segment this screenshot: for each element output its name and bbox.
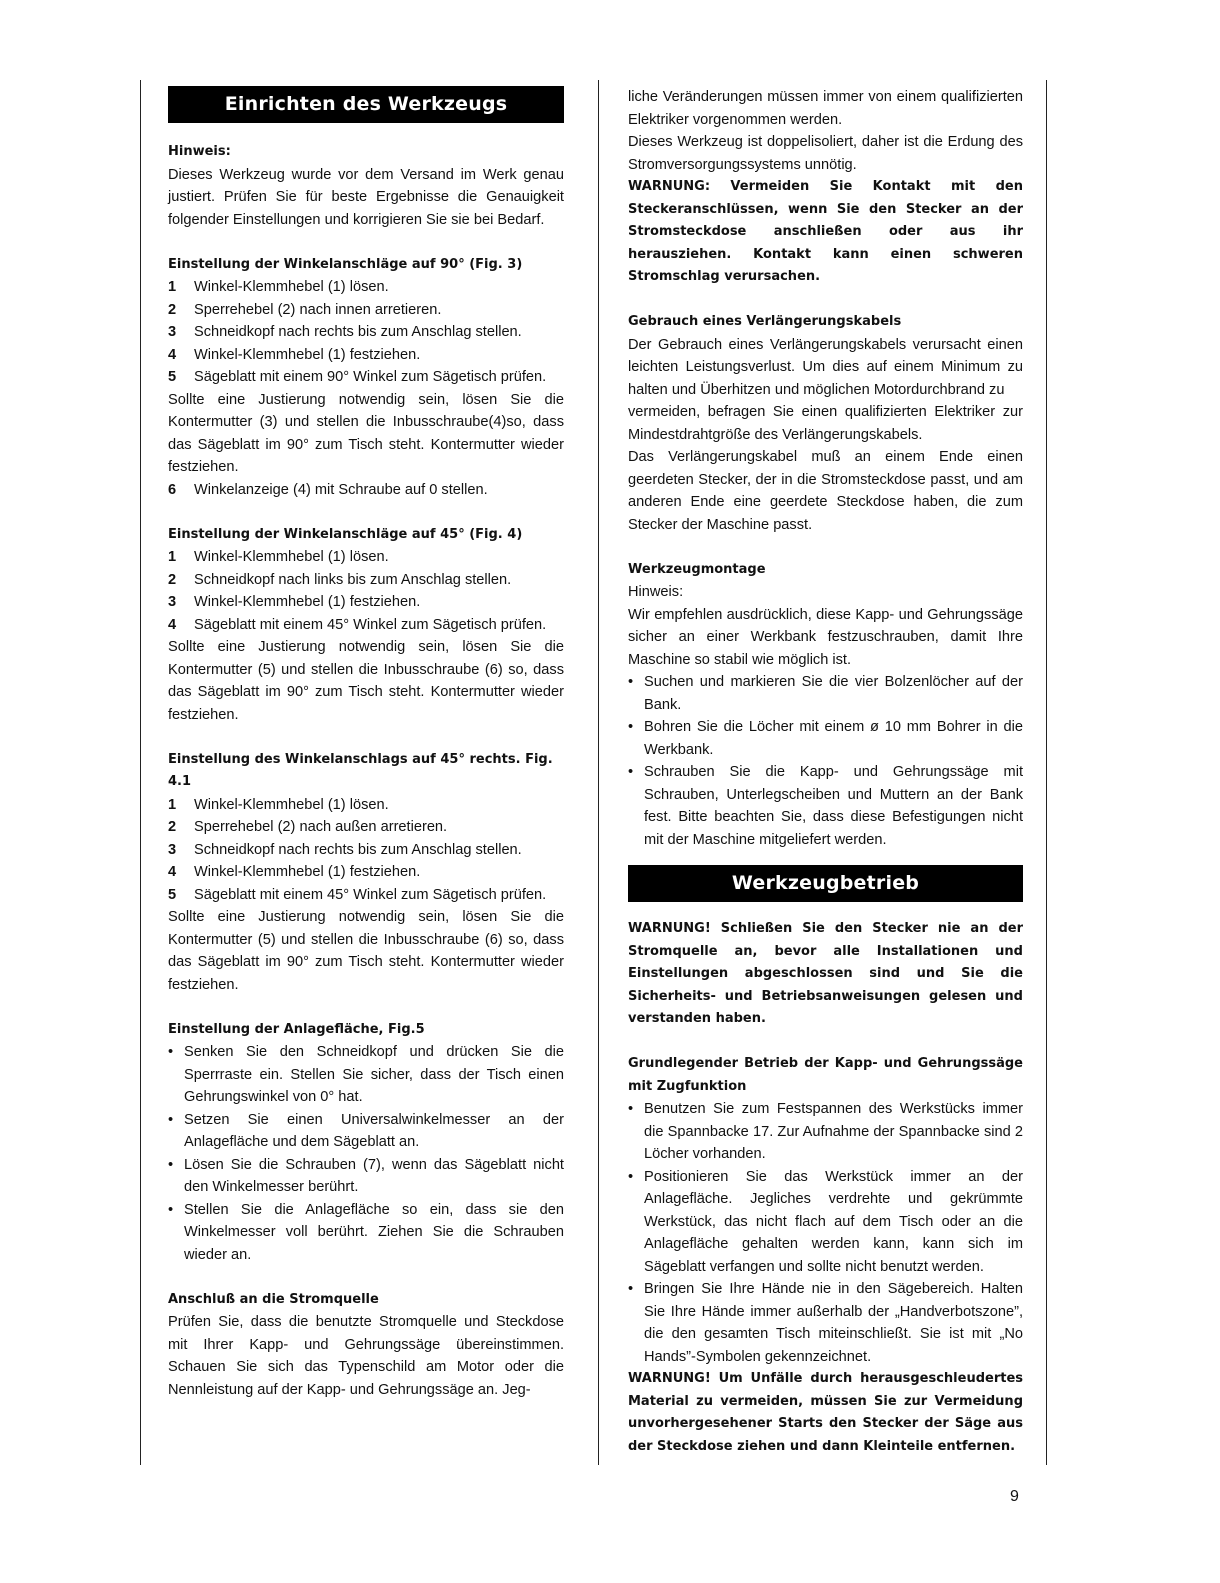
bullets-mounting — [628, 671, 1023, 851]
steps-angle-90 — [168, 276, 564, 389]
list-item: • Bohren Sie die Löcher mit einem ø 10 mm Bohrer in die Werkbank. — [628, 719, 1023, 758]
paragraph-extension-3: Das Verlängerungskabel muß an einem Ende einen geerdeten Stecker, der in die Stromsteckdose passt, und am anderen Ende eine geerdete Steckdose haben, die zum Stecker der Maschine passt. — [628, 449, 1023, 533]
list-item: • Senken Sie den Schneidkopf und drücken Sie die Sperrraste ein. Stellen Sie sicher, dass der Tisch einen Gehrungswinkel von 0° hat. — [168, 1044, 564, 1105]
warning-plug-contact: WARNUNG: Vermeiden Sie Kontakt mit den Steckeranschlüssen, wenn Sie den Stecker an der Stromsteckdose anschließen oder aus ihr herausziehen. Kontakt kann einen schweren Stromschlag verursachen. — [628, 179, 1023, 284]
list-item: 5 Sägeblatt mit einem 90° Winkel zum Sägetisch prüfen. — [168, 369, 547, 385]
list-item: 3 Schneidkopf nach rechts bis zum Anschlag stellen. — [168, 324, 522, 340]
paragraph-extension-2: vermeiden, befragen Sie einen qualifizierten Elektriker zur Mindestdrahtgröße des Verlängerungskabels. — [628, 404, 1023, 443]
list-item: • Stellen Sie die Anlagefläche so ein, dass sie den Winkelmesser voll berührt. Ziehen Sie die Schrauben wieder an. — [168, 1201, 564, 1263]
column-rule-middle — [598, 80, 599, 1465]
paragraph-mounting: Wir empfehlen ausdrücklich, diese Kapp- und Gehrungssäge sicher an einer Werkbank festzuschrauben, damit Ihre Maschine so stabil wie möglich ist. — [628, 606, 1023, 668]
list-item: • Positionieren Sie das Werkstück immer an der Anlagefläche. Jegliches verdrehte und gekrümmte Werkstück, das nicht flach auf dem Tisch oder an die Anlagefläche gehalten werden kann, kann sich im Sägeblatt verfangen und sollte nicht benutzt werden. — [628, 1168, 1023, 1275]
heading-angle-45: Einstellung der Winkelanschläge auf 45° (Fig. 4) — [168, 526, 523, 542]
list-item: 4 Winkel-Klemmhebel (1) festziehen. — [168, 864, 421, 880]
bullets-fence — [168, 1041, 564, 1266]
list-item: 2 Schneidkopf nach links bis zum Anschlag stellen. — [168, 571, 512, 588]
list-item: 5 Sägeblatt mit einem 45° Winkel zum Sägetisch prüfen. — [168, 886, 547, 903]
paragraph-power-connection: Prüfen Sie, dass die benutzte Stromquelle und Steckdose mit Ihrer Kapp- und Gehrungssäge übereinstimmen. Schauen Sie sich das Typenschild am Motor oder die Nennleistung auf der Kapp- und Gehrungssäge an. Jeg- — [168, 1314, 564, 1398]
warning-ejected-material: WARNUNG! Um Unfälle durch herausgeschleudertes Material zu vermeiden, müssen Sie zur Vermeidung unvorhergesehener Starts den Stecker der Säge aus der Steckdose ziehen und dann Kleinteile entfernen. — [628, 1371, 1023, 1454]
steps-angle-90-cont — [168, 479, 564, 502]
left-column — [168, 86, 564, 1401]
heading-extension-cord: Gebrauch eines Verlängerungskabels — [628, 314, 902, 329]
list-item: 2 Sperrehebel (2) nach außen arretieren. — [168, 819, 448, 835]
list-item: 6 Winkelanzeige (4) mit Schraube auf 0 stellen. — [168, 481, 488, 498]
page-number: 9 — [1010, 1488, 1019, 1505]
paragraph-adjust-90: Sollte eine Justierung notwendig sein, lösen Sie die Kontermutter (3) und stellen die Inbusschraube(4)so, dass das Sägeblatt im 90° zum Tisch steht. Kontermutter wieder festziehen. — [168, 391, 564, 475]
list-item: 4 Sägeblatt mit einem 45° Winkel zum Sägetisch prüfen. — [168, 616, 547, 633]
list-item: 1 Winkel-Klemmhebel (1) lösen. — [168, 279, 389, 295]
heading-mounting: Werkzeugmontage — [628, 561, 766, 577]
heading-power-connection: Anschluß an die Stromquelle — [168, 1291, 379, 1307]
list-item: 1 Winkel-Klemmhebel (1) lösen. — [168, 549, 389, 565]
heading-basic-operation: Grundlegender Betrieb der Kapp- und Gehrungssäge mit Zugfunktion — [628, 1056, 1023, 1094]
list-item: • Suchen und markieren Sie die vier Bolzenlöcher auf der Bank. — [628, 674, 1023, 713]
right-column — [628, 86, 1023, 1458]
bullets-basic-operation — [628, 1098, 1023, 1368]
list-item: 3 Winkel-Klemmhebel (1) festziehen. — [168, 594, 421, 610]
list-item: • Benutzen Sie zum Festspannen des Werkstücks immer die Spannbacke 17. Zur Aufnahme der Spannbacke sind 2 Löcher vorhanden. — [628, 1101, 1023, 1162]
list-item: • Schrauben Sie die Kapp- und Gehrungssäge mit Schrauben, Unterlegscheiben und Muttern an der Bank fest. Bitte beachten Sie, dass diese Befestigungen nicht mit der Maschine mitgeliefert werden. — [628, 764, 1023, 848]
note-label: Hinweis: — [168, 144, 231, 159]
paragraph-electrician: liche Veränderungen müssen immer von einem qualifizierten Elektriker vorgenommen werden. — [628, 89, 1023, 128]
list-item: 4 Winkel-Klemmhebel (1) festziehen. — [168, 346, 421, 363]
heading-angle-45-right: Einstellung des Winkelanschlags auf 45° rechts. Fig. 4.1 — [168, 751, 553, 789]
paragraph-adjust-45: Sollte eine Justierung notwendig sein, lösen Sie die Kontermutter (5) und stellen die Inbusschraube (6) so, dass das Sägeblatt im 90° zum Tisch steht. Kontermutter wieder festziehen. — [168, 639, 564, 723]
paragraph-double-insulated: Dieses Werkzeug ist doppelisoliert, daher ist die Erdung des Stromversorgungssystems unnötig. — [628, 134, 1023, 173]
list-item: 1 Winkel-Klemmhebel (1) lösen. — [168, 796, 389, 813]
note-text: Dieses Werkzeug wurde vor dem Versand im Werk genau justiert. Prüfen Sie für beste Ergebnisse die Genauigkeit folgender Einstellungen und korrigieren Sie sie bei Bedarf. — [168, 166, 564, 228]
paragraph-adjust-45-right: Sollte eine Justierung notwendig sein, lösen Sie die Kontermutter (5) und stellen die Inbusschraube (6) so, dass das Sägeblatt im 90° zum Tisch steht. Kontermutter wieder festziehen. — [168, 909, 564, 993]
heading-fence: Einstellung der Anlagefläche, Fig.5 — [168, 1021, 425, 1037]
column-rule-left — [140, 80, 141, 1465]
list-item: 2 Sperrehebel (2) nach innen arretieren. — [168, 301, 442, 318]
warning-before-connect: WARNUNG! Schließen Sie den Stecker nie an der Stromquelle an, bevor alle Installationen und Einstellungen abgeschlossen sind und Sie die Sicherheits- und Betriebsanweisungen gelesen und verstanden haben. — [628, 921, 1023, 1026]
heading-angle-90: Einstellung der Winkelanschläge auf 90° (Fig. 3) — [168, 256, 523, 272]
steps-angle-45-right — [168, 794, 564, 907]
steps-angle-45 — [168, 546, 564, 636]
section-banner-operation: Werkzeugbetrieb — [628, 865, 1023, 902]
section-banner-setup: Einrichten des Werkzeugs — [168, 86, 564, 123]
paragraph-extension-1: Der Gebrauch eines Verlängerungskabels verursacht einen leichten Leistungsverlust. Um dies auf einem Minimum zu halten und Überhitzen und möglichen Motordurchbrand zu — [628, 336, 1023, 398]
column-rule-right — [1046, 80, 1047, 1465]
list-item: • Bringen Sie Ihre Hände nie in den Sägebereich. Halten Sie Ihre Hände immer außerhalb der „Handverbotszone”, die den gesamten Tisch miteinschließt. Sie ist mit „No Hands”-Symbolen gekennzeichnet. — [628, 1281, 1023, 1365]
list-item: 3 Schneidkopf nach rechts bis zum Anschlag stellen. — [168, 841, 522, 858]
list-item: • Setzen Sie einen Universalwinkelmesser an der Anlagefläche und dem Sägeblatt an. — [168, 1111, 564, 1150]
note-mounting-label: Hinweis: — [628, 584, 684, 600]
list-item: • Lösen Sie die Schrauben (7), wenn das Sägeblatt nicht den Winkelmesser berührt. — [168, 1156, 564, 1195]
